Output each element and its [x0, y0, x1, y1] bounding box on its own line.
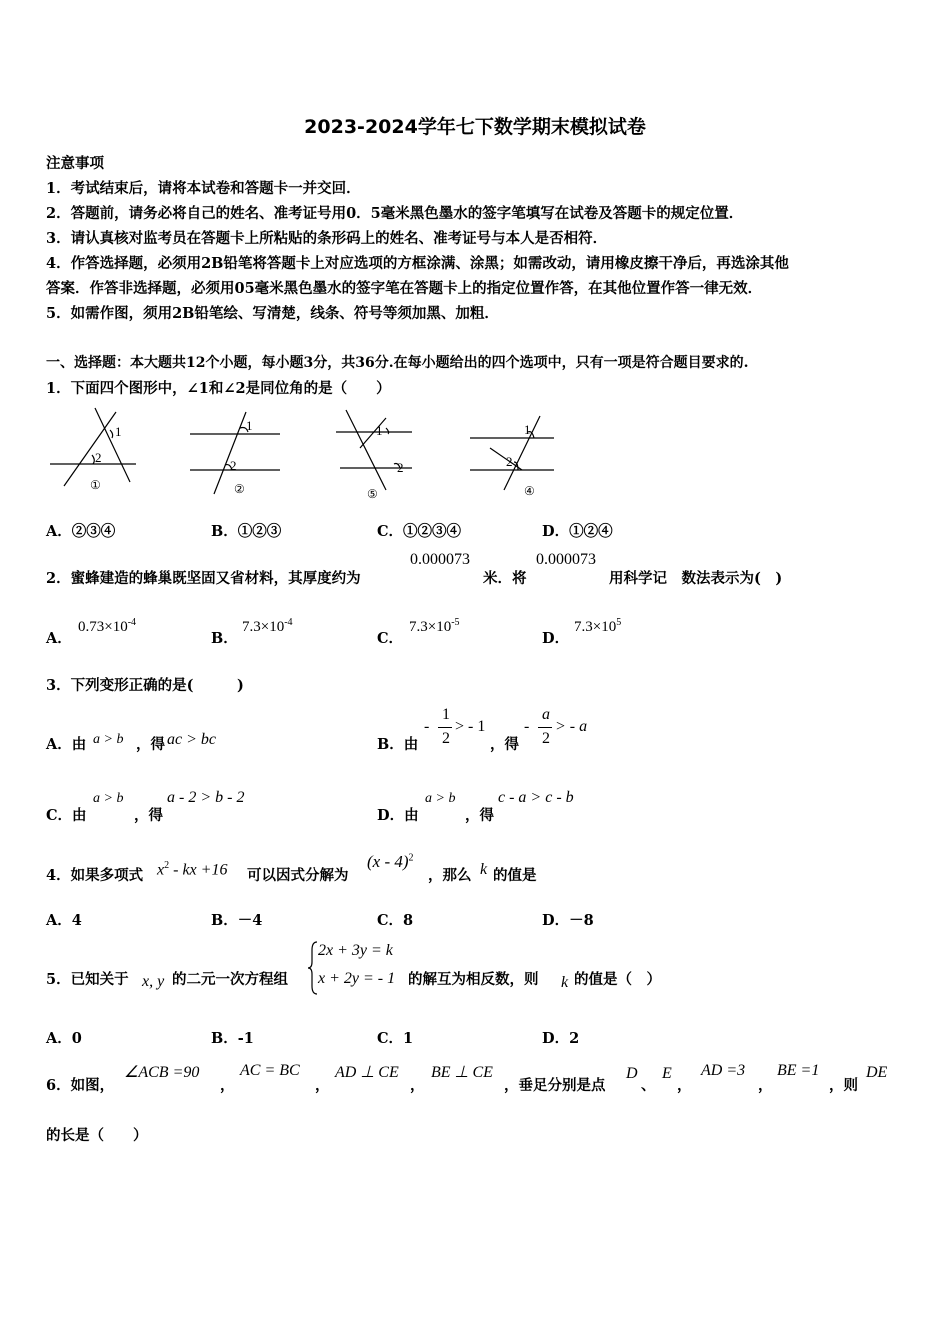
- q2-option-d-value: $7.3\times 10^5$: [574, 617, 622, 635]
- q5-mid: 的二元一次方程组: [172, 971, 288, 988]
- q6-condition: BE =1: [777, 1062, 820, 1079]
- q3-option-a-label: A．由: [46, 736, 87, 753]
- q6-comma: ，: [677, 1077, 692, 1094]
- q2-stem-b: 米．将: [483, 570, 527, 587]
- q3-option-d-label: D．由: [377, 807, 419, 824]
- q4-option-a: A．4: [46, 912, 82, 929]
- figure-label: ⑤: [367, 487, 378, 501]
- q6-condition: BE ⊥ CE: [431, 1064, 493, 1081]
- q6-condition: ∠ACB =90: [124, 1064, 200, 1081]
- q1-option-b: B．①②③: [211, 523, 282, 540]
- q3-get: ，得: [465, 807, 494, 824]
- q3-option-c-label: C．由: [46, 807, 87, 824]
- q6-prefix: 6．如图，: [46, 1077, 115, 1094]
- q3-minus: -: [424, 718, 430, 735]
- q1-figures: [40, 400, 580, 506]
- q3-get: ，得: [136, 736, 165, 753]
- q5-k: k: [561, 974, 569, 991]
- q2-stem-a: 2．蜜蜂建造的蜂巢既坚固又省材料，其厚度约为: [46, 570, 361, 587]
- q2-option-b-value: $7.3\times 10^{-4}$: [242, 617, 293, 635]
- notice-item: 5．如需作图，须用2B铅笔绘、写清楚，线条、符号等须加黑、加粗．: [46, 305, 499, 322]
- q1-stem: 1．下面四个图形中，∠1和∠2是同位角的是（ ）: [46, 380, 391, 397]
- q5-option-a: A．0: [46, 1030, 82, 1047]
- q3-option-c-cond: a > b: [93, 791, 124, 806]
- q6-mid: ，垂足分别是点: [504, 1077, 606, 1094]
- q4-option-b: B．－4: [211, 912, 263, 929]
- q2-value: 0.000073: [536, 551, 596, 568]
- notice-item: 答案．作答非选择题，必须用05毫米黑色墨水的签字笔在答题卡上的指定位置作答，在其他位置作答一律无效．: [46, 280, 763, 297]
- q3-frac-den: 2: [542, 730, 550, 747]
- q5-equation-1: 2x + 3y = k: [318, 942, 393, 959]
- q3-option-d-cond: a > b: [425, 791, 456, 806]
- q3-option-a-result: ac > bc: [167, 731, 216, 748]
- q6-condition: AD ⊥ CE: [335, 1064, 399, 1081]
- q5-vars: x, y: [142, 973, 165, 990]
- q6-point-e: E: [662, 1065, 672, 1082]
- q6-sep: 、: [641, 1077, 656, 1094]
- q6-segment-de: DE: [866, 1064, 888, 1081]
- q3-stem: 3．下列变形正确的是( ): [46, 677, 244, 694]
- angle-label: 1: [246, 418, 253, 433]
- angle-label: 2: [397, 460, 404, 475]
- notice-item: 1．考试结束后，请将本试卷和答题卡一并交回．: [46, 180, 361, 197]
- q4-k: k: [480, 861, 488, 878]
- notice-item: 2．答题前，请务必将自己的姓名、准考证号用0．5毫米黑色墨水的签字笔填写在试卷及答题卡的规定位置．: [46, 205, 744, 222]
- q3-frac-num: 1: [442, 706, 450, 723]
- notice-heading: 注意事项: [46, 155, 104, 172]
- angle-label: 2: [95, 450, 102, 465]
- q2-value: 0.000073: [410, 551, 470, 568]
- q5-mid2: 的解互为相反数，则: [408, 971, 539, 988]
- q6-point-d: D: [626, 1065, 638, 1082]
- q6-condition: AD =3: [701, 1062, 746, 1079]
- angle-label: 2: [506, 454, 513, 469]
- q6-comma: ，: [315, 1077, 330, 1094]
- q6-comma: ，: [758, 1077, 773, 1094]
- q6-then: ，则: [829, 1077, 858, 1094]
- angle-label: 1: [115, 424, 122, 439]
- q6-comma: ，: [410, 1077, 425, 1094]
- q6-line2: 的长是（ ）: [46, 1127, 148, 1144]
- q4-suffix2: 的值是: [493, 867, 537, 884]
- q5-prefix: 5．已知关于: [46, 971, 129, 988]
- q5-equation-2: x + 2y = - 1: [318, 970, 396, 987]
- q2-stem-c: 用科学记 数法表示为( ): [609, 570, 783, 587]
- q3-option-b-result: > - a: [555, 718, 588, 735]
- q4-mid: 可以因式分解为: [247, 867, 349, 884]
- figure-label: ①: [90, 478, 101, 492]
- angle-label: 1: [376, 423, 383, 438]
- q5-option-c: C．1: [377, 1030, 414, 1047]
- q2-option-c-letter: C．: [377, 630, 404, 647]
- q5-suffix: 的值是（ ）: [574, 971, 661, 988]
- q3-frac-bar: [438, 727, 452, 728]
- q3-option-a-cond: a > b: [93, 732, 124, 747]
- q3-option-b-cond: > - 1: [455, 718, 486, 735]
- q4-option-c: C．8: [377, 912, 414, 929]
- q2-option-a-value: $0.73\times 10^{-4}$: [78, 617, 137, 635]
- notice-item: 4．作答选择题，必须用2B铅笔将答题卡上对应选项的方框涂满、涂黑；如需改动，请用橡皮擦干净后，再选涂其他: [46, 255, 789, 272]
- q3-get: ，得: [134, 807, 163, 824]
- q6-comma: ，: [220, 1077, 235, 1094]
- q1-option-c: C．①②③④: [377, 523, 462, 540]
- q2-option-b-letter: B．: [211, 630, 238, 647]
- q4-polynomial: $x^2$ - kx +16: [157, 860, 228, 879]
- q3-frac-num: a: [542, 706, 550, 723]
- q3-minus: -: [524, 718, 530, 735]
- q2-option-c-value: $7.3\times 10^{-5}$: [409, 617, 460, 635]
- q5-option-b: B．-1: [211, 1030, 254, 1047]
- q3-option-d-result: c - a > c - b: [498, 789, 574, 806]
- q4-factor: (x - 4)$^2$: [367, 852, 414, 871]
- q4-suffix: ，那么: [428, 867, 472, 884]
- q1-option-a: A．②③④: [46, 523, 116, 540]
- q3-get: ，得: [490, 736, 519, 753]
- section-heading: 一、选择题：本大题共12个小题，每小题3分，共36分.在每小题给出的四个选项中，只有一项是符合题目要求的.: [46, 355, 749, 371]
- q4-prefix: 4．如果多项式: [46, 867, 144, 884]
- q3-option-c-result: a - 2 > b - 2: [167, 789, 245, 806]
- page-title: 2023-2024学年七下数学期末模拟试卷: [304, 116, 646, 138]
- q3-option-b-label: B．由: [377, 736, 419, 753]
- q4-option-d: D．－8: [542, 912, 594, 929]
- figure-label: ②: [234, 482, 245, 496]
- q1-option-d: D．①②④: [542, 523, 613, 540]
- angle-label: 1: [524, 422, 531, 437]
- q3-frac-bar: [538, 727, 552, 728]
- q5-option-d: D．2: [542, 1030, 580, 1047]
- angle-label: 2: [230, 458, 237, 473]
- q2-option-a-letter: A．: [46, 630, 72, 647]
- q6-condition: AC = BC: [240, 1062, 300, 1079]
- figure-label: ④: [524, 484, 535, 498]
- notice-item: 3．请认真核对监考员在答题卡上所粘贴的条形码上的姓名、准考证号与本人是否相符．: [46, 230, 608, 247]
- q2-option-d-letter: D．: [542, 630, 570, 647]
- q3-frac-den: 2: [442, 730, 450, 747]
